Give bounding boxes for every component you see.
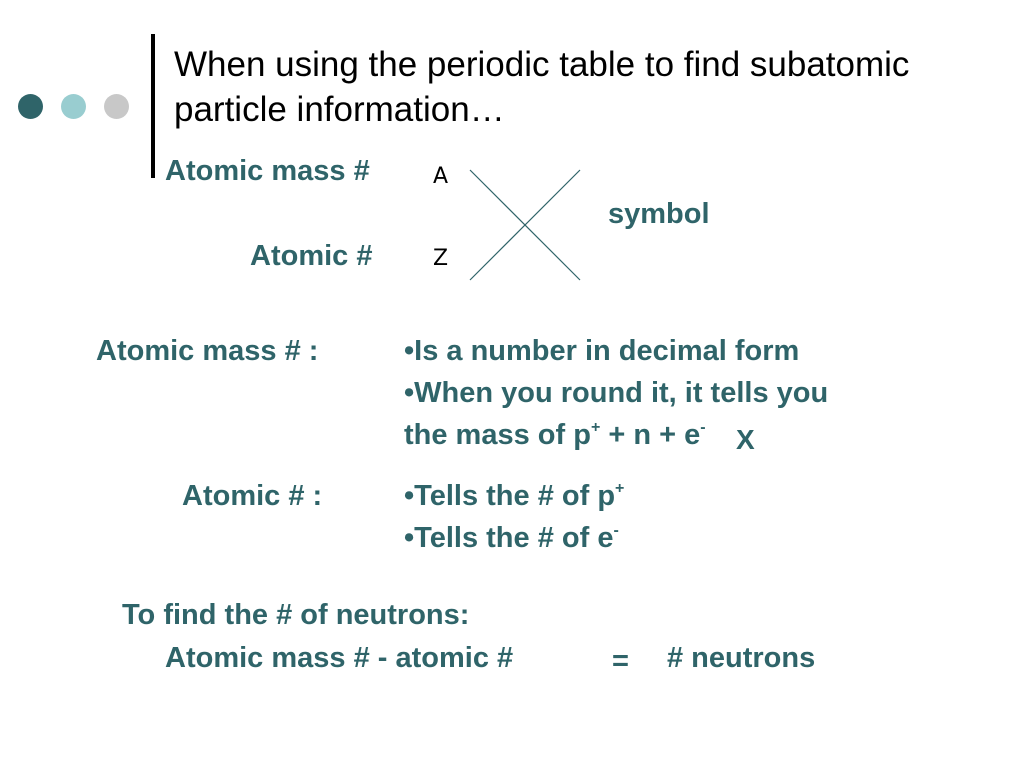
electron-cross-mark: X	[736, 424, 755, 455]
decor-dot-gray	[104, 94, 129, 119]
diagram-mass-label: Atomic mass #	[165, 155, 370, 187]
proton-sup: +	[590, 419, 601, 436]
neutrons-heading: To find the # of neutrons:	[122, 599, 470, 631]
diagram-letter-a: A	[433, 164, 449, 189]
neutrons-formula-left: Atomic mass # - atomic #	[165, 642, 514, 674]
number-bullet-2-sup: -	[613, 522, 619, 539]
diagram-cross-lines	[460, 160, 590, 290]
number-bullet-1-sup: +	[615, 480, 625, 497]
title-rule	[151, 34, 155, 178]
neutrons-equals: =	[612, 645, 629, 677]
neutrons-result: # neutrons	[667, 642, 816, 674]
number-section-label: Atomic # :	[182, 480, 323, 512]
plus-n-text: + n + e	[600, 419, 701, 451]
decor-dot-light	[61, 94, 86, 119]
number-bullet-2-text: •Tells the # of e	[404, 522, 614, 554]
number-bullet-2	[404, 522, 619, 555]
diagram-number-label: Atomic #	[250, 240, 373, 272]
decor-dot-dark	[18, 94, 43, 119]
mass-bullet-1: •Is a number in decimal form	[404, 335, 800, 367]
number-bullet-1	[404, 480, 624, 513]
number-bullet-1-text: •Tells the # of p	[404, 480, 616, 512]
mass-bullet-2-cont	[404, 419, 706, 452]
electron-sup: -	[700, 419, 706, 436]
mass-text: the mass of p	[404, 419, 591, 451]
diagram-symbol-label: symbol	[608, 198, 710, 230]
mass-section-label: Atomic mass # :	[96, 335, 319, 367]
mass-bullet-2: •When you round it, it tells you	[404, 377, 829, 409]
diagram-letter-z: Z	[433, 246, 449, 271]
slide-title: When using the periodic table to find subatomic particle information…	[174, 45, 910, 129]
